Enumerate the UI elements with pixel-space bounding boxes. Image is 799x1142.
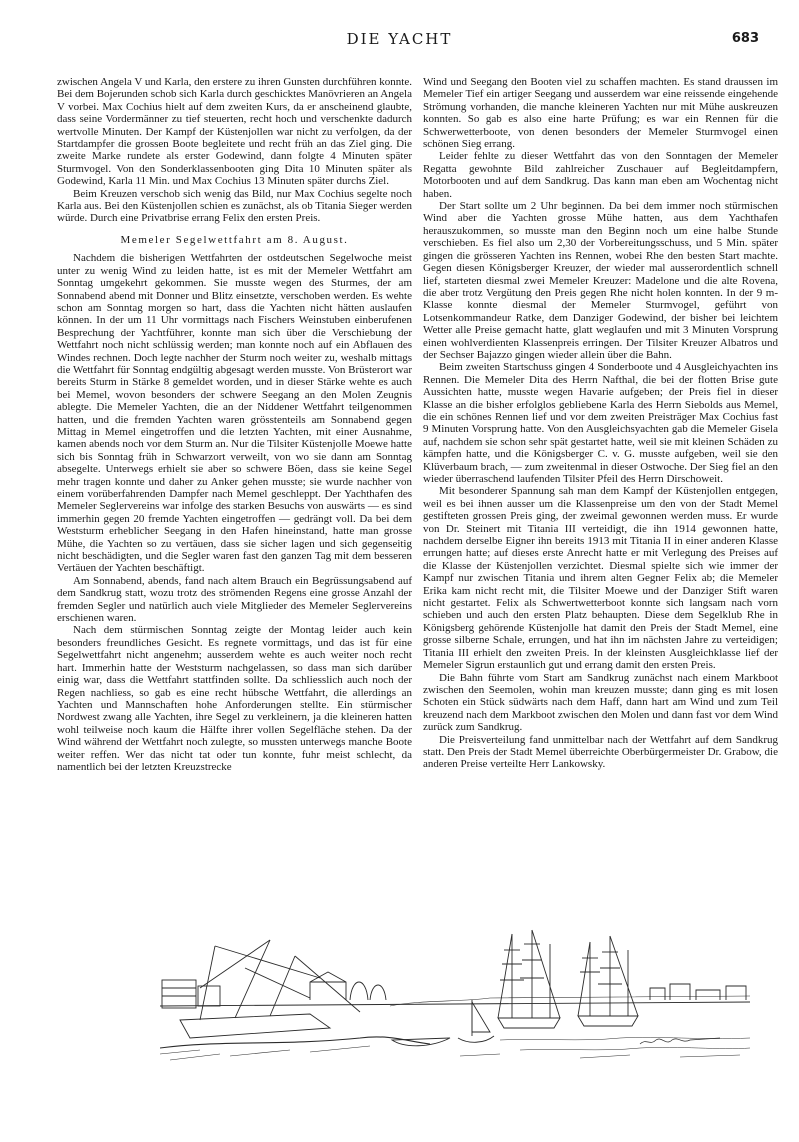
paragraph: zwischen Angela V und Karla, den erstere zu ihren Gunsten durchführen konnte. Bei dem Bojerunden schob sich Karla durch geschicktes Manövrieren an Angela V vorbei. Max Cochius hielt auf dem zweiten Kurs, da er anscheinend glaubte, dass seine Vordermänner zu tief steuerten, recht hoch und verschenkte dadurch wertvolle Minuten. Der Kampf der Küstenjollen war nicht zu verfolgen, da der Startdampfer die grossen Boote begleitete und recht früh an das Ziel ging. Die zweite Marke rundete als erster Godewind, dann folgte 4 Minuten später Sturmvogel. Von den Sonderklassenbooten ging Dita 10 Minuten später als Godewind, Karla 11 Min. und Max Cochius 13 Minuten später durchs Ziel.	[57, 76, 412, 188]
warehouse-icon	[162, 980, 196, 1008]
tree-icon	[350, 982, 368, 1000]
right-column	[423, 76, 778, 771]
journal-title: DIE YACHT	[346, 30, 453, 48]
paragraph: Nach dem stürmischen Sonntag zeigte der Montag leider auch kein besonders freundliches Gesicht. Es regnete vormittags, und das ist für eine Segelwettfahrt nicht angenehm; ausserdem wehte es auch weiter noch recht hart. Immerhin hatte der Weststurm nachgelassen, so dass man sich darüber einig war, dass die Wettfahrt stattfinden sollte. Da schliesslich auch noch der Regen nachliess, so gab es eine recht hübsche Wettfahrt, die allerdings an Yachten und Mannschaften hohe Anforderungen stellte. Ein stürmischer Nordwest zwang alle Yachten, ihre Segel zu verkleinern, ja die kleineren hatten wohl teilweise noch kaum die Hälfte ihrer vollen Segelfläche stehen. Da der Wind während der Wettfahrt noch zulegte, so mussten unterwegs manche Boote weiter reffen. Wer das nicht tat oder tun konnte, fuhr meist schlecht, da namentlich bei der letzten Kreuzstrecke	[57, 624, 412, 773]
paragraph: Der Start sollte um 2 Uhr beginnen. Da bei dem immer noch stürmischen Wind aber die Yachten grosse Mühe hatten, aus dem Yachthafen herauszukommen, so musste man den Beginn noch um eine halbe Stunde verschieben. Es fiel also um 2,30 der Vorbereitungsschuss, und 5 Min. später gingen die grösseren Yachten ins Rennen, wobei Rhe den besten Start machte. Gegen diesen Königsberger Kreuzer, der wieder mal ausserordentlich schnell lief, starteten diesmal zwei Memeler Kreuzer: Madelone und die alte Rovena, die aber trotz Vergütung den Preis gegen Rhe nicht holen konnten. In der 9 m-Klasse konnte diesmal der Memeler Sturmvogel, geführt von Lotsenkommandeur Ratke, dem Danziger Godewind, der bisher bei leichtem Wetter alle Preise gemacht hatte, glatt weglaufen und mit 3 Minuten Vorsprung einen wohlverdienten Klassenpreis erringen. Der Tilsiter Kreuzer Albatros und der Sechser Bajazzo gingen wieder allein über die Bahn.	[423, 200, 778, 361]
page-number: 683	[731, 31, 759, 46]
town-buildings-icon	[650, 984, 746, 1000]
paragraph: Beim Kreuzen verschob sich wenig das Bild, nur Max Cochius segelte noch Karla aus. Bei den Küstenjollen schien es zunächst, als ob Titania Sieger werden würde. Durch eine Privatbrise errang Felix den ersten Preis.	[57, 187, 412, 225]
paragraph: Am Sonnabend, abends, fand nach altem Brauch ein Begrüssungsabend auf dem Sandkrug statt, wozu trotz des strömenden Regens eine grosse Anzahl der fremden Segler und natürlich auch viele Mitglieder des Memeler Seglervereins erschienen waren.	[57, 574, 412, 625]
artist-signature	[640, 1038, 720, 1044]
paragraph: Die Bahn führte vom Start am Sandkrug zunächst nach einem Markboot zwischen den Seemolen, wohin man kreuzen musste; dann ging es mit losen Schoten ein Stück südwärts nach dem Haff, dann hart am Wind und zum Teil kreuzend nach dem Markboot zwischen den Molen und dann fast vor dem Wind zurück zum Sandkrug.	[423, 671, 778, 734]
harbour-illustration	[160, 928, 750, 1068]
left-column	[57, 76, 412, 773]
paragraph: Die Preisverteilung fand unmittelbar nach der Wettfahrt auf dem Sandkrug statt. Den Preis der Stadt Memel überreichte Oberbürgermeister Dr. Grabow, die anderen Preise verteilte Herr Lankowsky.	[423, 733, 778, 771]
paragraph: Leider fehlte zu dieser Wettfahrt das von den Sonntagen der Memeler Regatta gewohnte Bild zahlreicher Zuschauer auf Begleitdampfern, Motorbooten und auf dem Sandkrug. Das kann man eben am Wochentag nicht haben.	[423, 150, 778, 200]
paragraph: Beim zweiten Startschuss gingen 4 Sonderboote und 4 Ausgleichyachten ins Rennen. Die Memeler Dita des Herrn Nafthal, die bei der flotten Brise gute Aussichten hatte, musste wegen Havarie aufgeben; der Preis fiel in dieser Klasse an die bisher erfolglos gebliebene Karla des Herrn Siebolds aus Memel, die ein schönes Rennen lief und vor dem zweiten Preisträger Max Cochius fast 9 Minuten Vorsprung hatte. Von den Ausgleichsyachten gab die Memeler Gisela auf, nachdem sie schon sehr spät gestartet hatte, weil sie mit kleinen Schäden zu kämpfen hatte, und die Königsberger C. v. G. musste aufgeben, weil sie den Klüverbaum brach, — zum zweitenmal in dieser Ostwoche. Der Sieg fiel an den wieder überraschend laufenden Tilsiter Pfeil des Herrn Dirschoweit.	[423, 361, 778, 485]
section-heading: Memeler Segelwettfahrt am 8. August.	[120, 233, 349, 246]
tall-ship-icon	[498, 1018, 560, 1028]
paragraph: Mit besonderer Spannung sah man dem Kampf der Küstenjollen entgegen, weil es bei ihnen ausser um die Klassenpreise um den von der Stadt Memel gestifteten grossen Preis ging, der zweimal gewonnen werden muss. Er wurde von Dr. Steinert mit Titania III verteidigt, die ihn 1914 gewonnen hatte, nachdem derselbe Eigner ihn bereits 1913 mit Titania II in einer anderen Klasse errungen hatte; auf dieses erste Anrecht hatte er mit Verlegung des Preises auf die Klasse der Küstenjollen verzichtet. Diesmal spielte sich wie immer der Kampf nur zwischen Titania und ihrem alten Gegner Felix ab; die Memeler Erika kam nicht recht mit, die Tilsiter Moewe und der Danziger Stift waren nicht gestartet. Felix als Schwertwetterboot konnte sich langsam nach vorn schieben und auch den ersten Platz behaupten. Diese dem Segelklub Rhe in Königsberg gehörende Küstenjolle hat damit den Preis der Stadt Memel, eine grosse silberne Schale, errungen, und hat ihn im nächsten Jahre zu verteidigen; Titania III erhielt den zweiten Preis. In der kleinsten Ausgleichklasse lief der Memeler Sigrun erstaunlich gut und errang damit den ersten Preis.	[423, 485, 778, 672]
running-head	[0, 30, 799, 52]
tall-ship-icon	[578, 1016, 638, 1026]
shoreline	[160, 1002, 750, 1006]
paragraph: Nachdem die bisherigen Wettfahrten der ostdeutschen Segelwoche meist unter zu wenig Wind zu leiden hatte, ist es mit der Memeler Wettfahrt am Sonntag umgekehrt gekommen. Sie musste wegen des Sturmes, der am Sonnabend abend mit Donner und Blitz einsetzte, verschoben werden. Es wehte schon am Sonntag morgen so hart, dass die Yachten nicht hätten auslaufen können. In der um 11 Uhr vormittags nach Fischers Weinstuben einberufenen Besprechung der Yachtführer, konnte man sich über die Verschiebung der Wettfahrt noch nicht schlüssig werden; man konnte noch auf ein Abflauen des Windes rechnen. Doch legte nachher der Sturm noch weiter zu, weshalb mittags die Wettfahrt für Sonntag endgültig abgesagt werden musste. Von Brüsterort war bereits Sturm in Stärke 8 gemeldet worden, und in dieser Stärke wehte es auch bei Memel, wovon besonders der schwere Seegang an den Molen Zeugnis ablegte. Die Memeler Yachten, die an der Niddener Wettfahrt teilgenommen hatten, und die fremden Yachten waren grösstenteils am Sonnabend gegen Mittag in Memel eingetroffen und die letzten Yachten, mit einer Ausnahme, kamen abends noch vor dem Sturm an. Nur die Tilsiter Küstenjolle Moewe hatte sich bis Sonntag früh in Schwarzort verweilt, von wo sie dann am Sonntag absegelte. Unterwegs erhielt sie aber so schwere Böen, dass sie keine Segel mehr tragen konnte und daher zu Anker gehen musste; sie wurde nachher von einem vorüberfahrenden Dampfer nach Memel geschleppt. Der Yachthafen des Memeler Seglervereins war infolge des starken Besuchs von auswärts — es sind immerhin gegen 20 fremde Yachten eingetroffen — gedrängt voll. Da bei dem Weststurm erheblicher Seegang in den Hafen hineinstand, hatte man grosse Mühe, die Yachten so zu vertäuen, dass sie sicher lagen und sich gegenseitig nicht beschädigten, und die Segler waren fast den ganzen Tag mit dem besseren Vertäuen der Yachten beschäftigt.	[57, 252, 413, 575]
ship-hull-icon	[180, 1014, 330, 1038]
paragraph: Wind und Seegang den Booten viel zu schaffen machten. Es stand draussen im Memeler Tief ein artiger Seegang und ausserdem war eine reissende eingehende Strömung vorhanden, die manche kleineren Yachten nur mit Mühe auskreuzen konnten. So gab es also eine harte Prüfung; es war ein Rennen für die Schwerwetterboote, von denen besonders der Memeler Sturmvogel einen schönen Sieg errang.	[423, 76, 778, 151]
